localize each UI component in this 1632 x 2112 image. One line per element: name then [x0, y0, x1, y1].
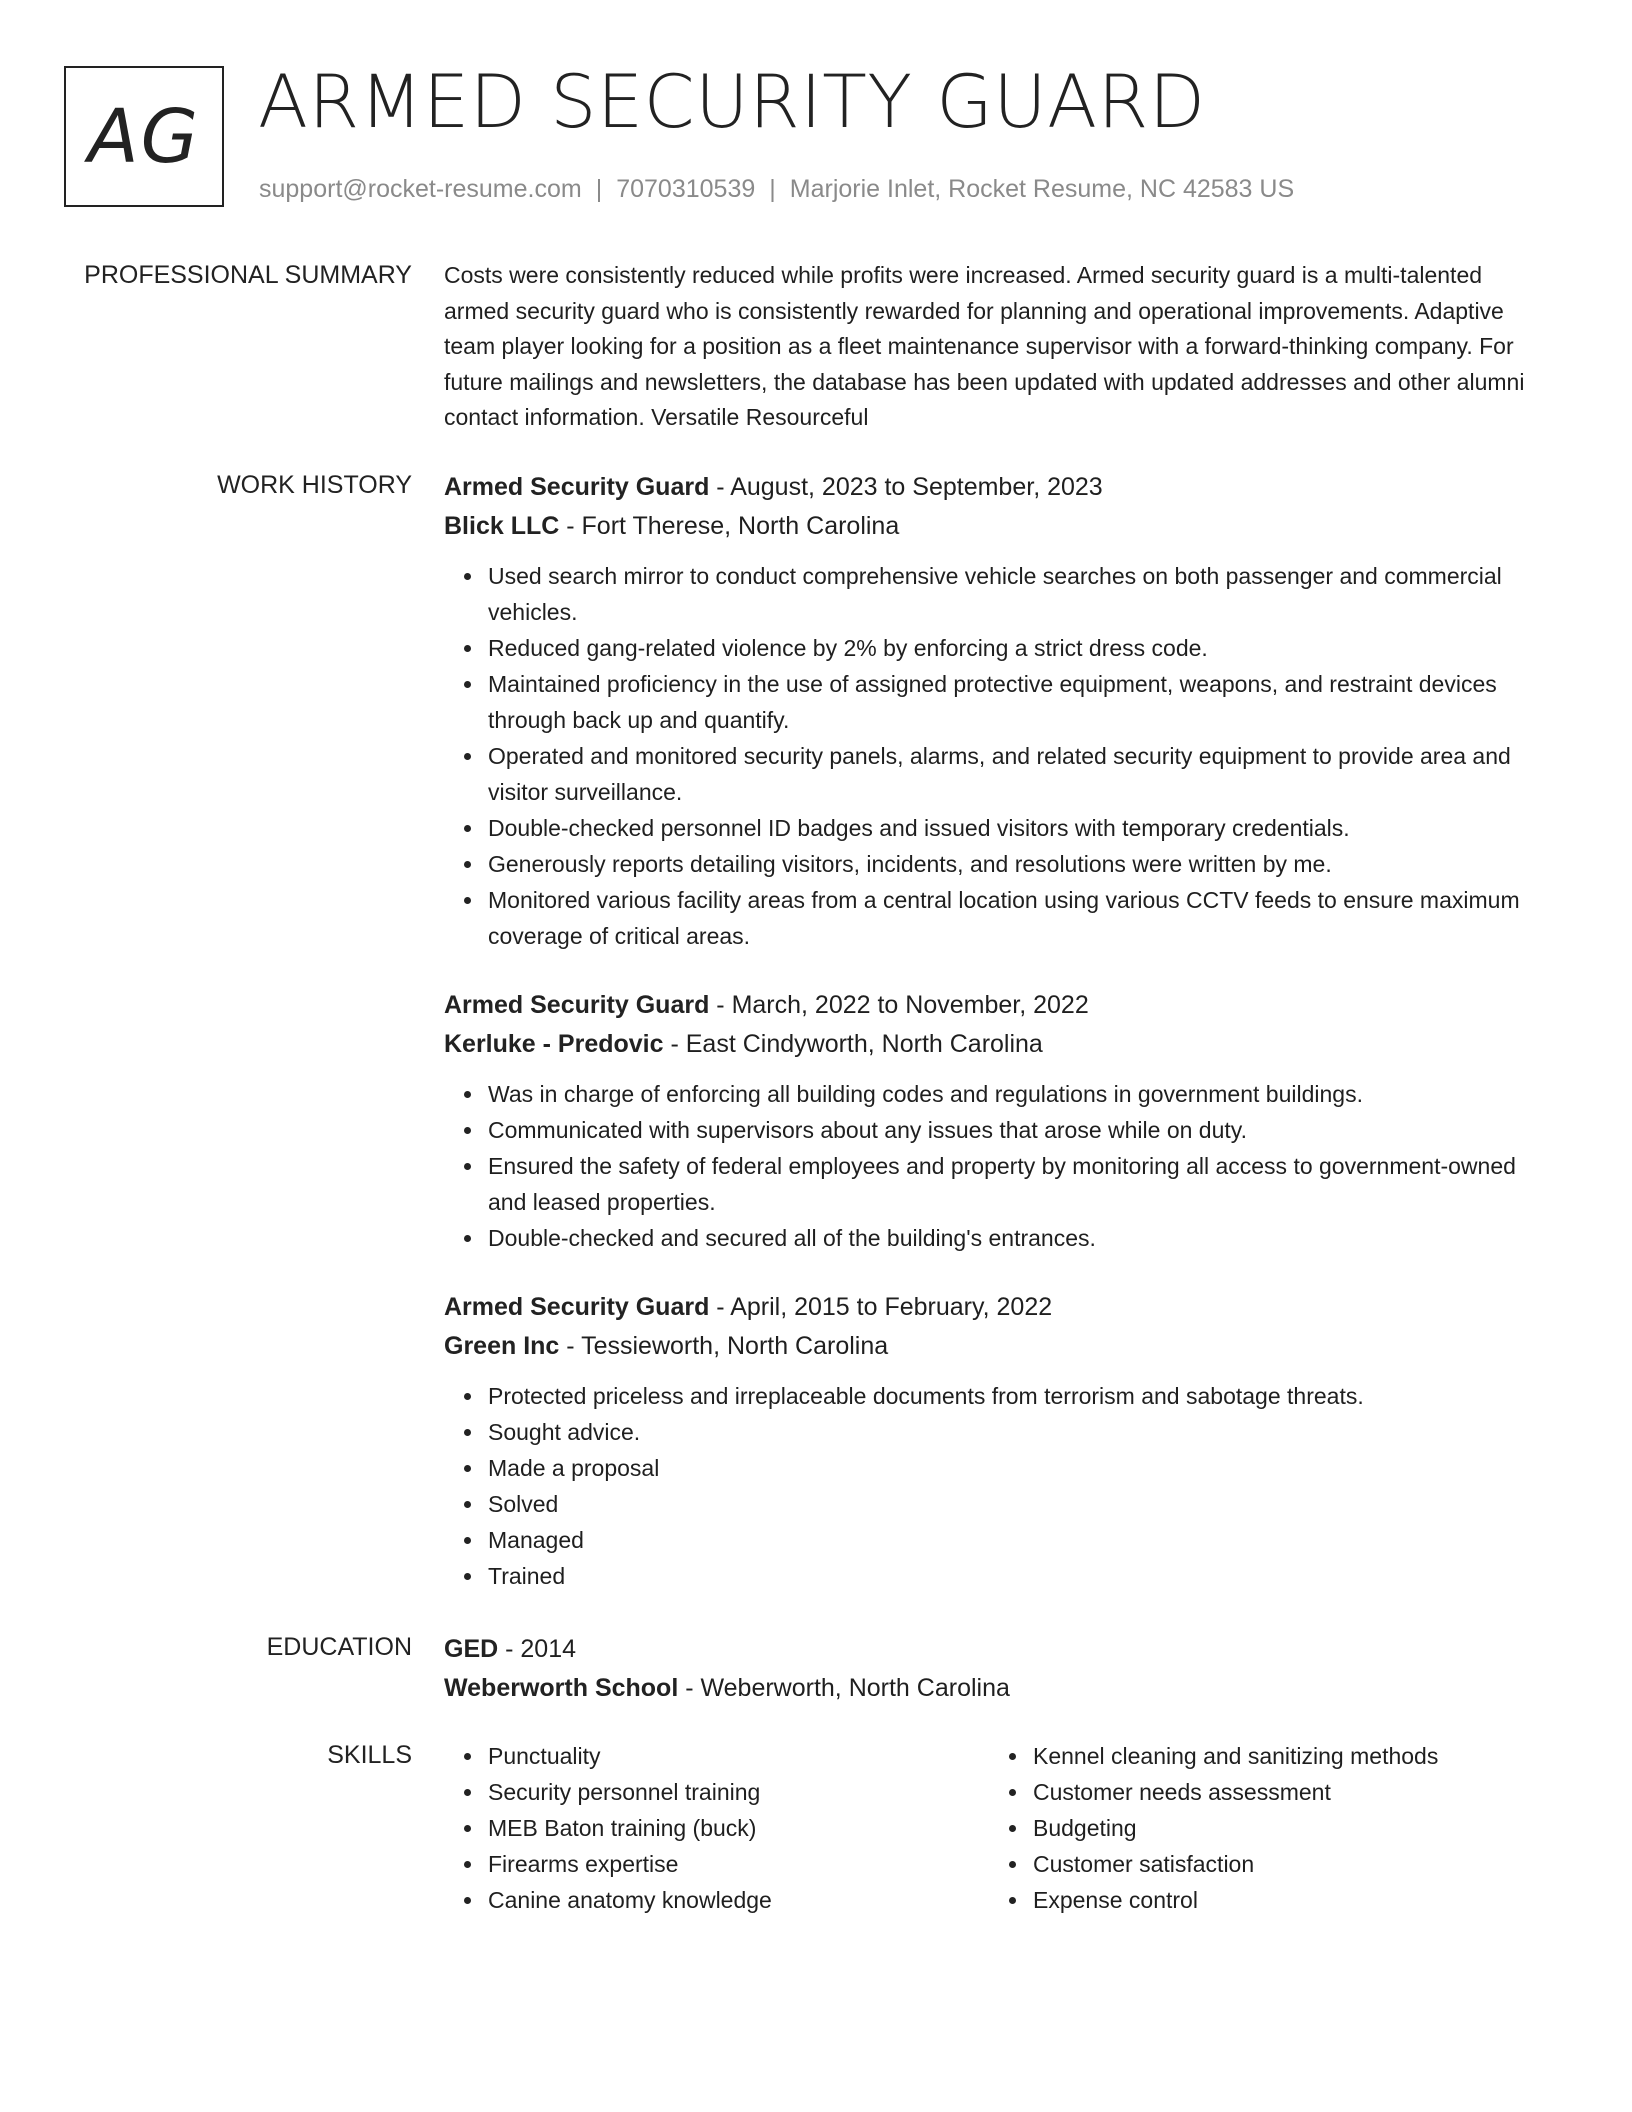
- job-company: Kerluke - Predovic: [444, 1030, 664, 1058]
- summary-label: PROFESSIONAL SUMMARY: [84, 261, 412, 289]
- skill-item: Expense control: [1033, 1882, 1438, 1918]
- job-bullets: [444, 1076, 1544, 1256]
- skill-item: Budgeting: [1033, 1810, 1438, 1846]
- education-label: EDUCATION: [266, 1633, 412, 1661]
- skill-item: Canine anatomy knowledge: [488, 1882, 772, 1918]
- job-dates: - August, 2023 to September, 2023: [709, 473, 1103, 501]
- summary-text: Costs were consistently reduced while profits were increased. Armed security guard is a multi-talented armed security guard who is consistently rewarded for planning and operational improvements. Adaptive team player looking for a position as a fleet maintenance supervisor with a forward-thinking company. For future mailings and newsletters, the database has been updated with updated addresses and other alumni contact information. Versatile Resourceful: [444, 262, 1525, 430]
- job-bullet: Communicated with supervisors about any issues that arose while on duty.: [488, 1112, 1544, 1148]
- job-title: Armed Security Guard: [444, 473, 710, 501]
- contact-separator: |: [769, 175, 776, 203]
- job-title-line: [444, 986, 1544, 1025]
- contact-email[interactable]: support@rocket-resume.com: [259, 175, 582, 203]
- job-title-line: [444, 468, 1544, 507]
- contact-line: [259, 173, 1294, 205]
- job-entry: [444, 1288, 1544, 1594]
- job-bullet: Sought advice.: [488, 1414, 1544, 1450]
- education-degree-line: [444, 1630, 1544, 1669]
- education-school: Weberworth School: [444, 1674, 679, 1702]
- skills-list-left: [444, 1738, 772, 1918]
- job-bullet: Made a proposal: [488, 1450, 1544, 1486]
- education-school-line: [444, 1669, 1544, 1708]
- job-title: Armed Security Guard: [444, 991, 710, 1019]
- job-title: Armed Security Guard: [444, 1293, 710, 1321]
- job-bullet: Ensured the safety of federal employees and property by monitoring all access to government-owned and leased properties.: [488, 1148, 1544, 1220]
- job-bullet: Reduced gang-related violence by 2% by enforcing a strict dress code.: [488, 630, 1544, 666]
- contact-phone[interactable]: 7070310539: [616, 175, 756, 203]
- monogram-logo: AG: [64, 66, 224, 207]
- job-bullet: Double-checked personnel ID badges and issued visitors with temporary credentials.: [488, 810, 1544, 846]
- summary-body: [444, 258, 1544, 436]
- job-bullet: Operated and monitored security panels, alarms, and related security equipment to provide area and visitor surveillance.: [488, 738, 1544, 810]
- skill-item: Kennel cleaning and sanitizing methods: [1033, 1738, 1438, 1774]
- job-bullet: Was in charge of enforcing all building codes and regulations in government buildings.: [488, 1076, 1544, 1112]
- job-bullet: Protected priceless and irreplaceable documents from terrorism and sabotage threats.: [488, 1378, 1544, 1414]
- job-bullet: Maintained proficiency in the use of assigned protective equipment, weapons, and restraint devices through back up and quantify.: [488, 666, 1544, 738]
- contact-address: Marjorie Inlet, Rocket Resume, NC 42583 US: [789, 175, 1295, 203]
- skills-list-right: [989, 1738, 1438, 1918]
- job-bullet: Trained: [488, 1558, 1544, 1594]
- education-degree: GED: [444, 1635, 499, 1663]
- skill-item: Punctuality: [488, 1738, 772, 1774]
- job-bullets: [444, 1378, 1544, 1594]
- job-bullets: [444, 558, 1544, 954]
- resume-name: ARMED SECURITY GUARD: [258, 60, 1206, 145]
- skill-item: MEB Baton training (buck): [488, 1810, 772, 1846]
- contact-separator: |: [595, 175, 603, 203]
- skills-label: SKILLS: [327, 1741, 412, 1769]
- job-company: Green Inc: [444, 1332, 560, 1360]
- job-entry: [444, 468, 1544, 954]
- education-location: - Weberworth, North Carolina: [678, 1674, 1010, 1702]
- job-location: - East Cindyworth, North Carolina: [663, 1030, 1043, 1058]
- skill-item: Customer satisfaction: [1033, 1846, 1438, 1882]
- job-bullet: Monitored various facility areas from a central location using various CCTV feeds to ensure maximum coverage of critical areas.: [488, 882, 1544, 954]
- job-entry: [444, 986, 1544, 1256]
- skill-item: Customer needs assessment: [1033, 1774, 1438, 1810]
- skill-item: Security personnel training: [488, 1774, 772, 1810]
- job-company-line: [444, 507, 1544, 546]
- work-history-body: [444, 468, 1544, 1594]
- job-bullet: Generously reports detailing visitors, incidents, and resolutions were written by me.: [488, 846, 1544, 882]
- job-bullet: Used search mirror to conduct comprehensive vehicle searches on both passenger and commercial vehicles.: [488, 558, 1544, 630]
- education-body: [444, 1630, 1544, 1708]
- job-title-line: [444, 1288, 1544, 1327]
- job-location: - Fort Therese, North Carolina: [559, 512, 900, 540]
- job-company-line: [444, 1025, 1544, 1064]
- job-bullet: Solved: [488, 1486, 1544, 1522]
- job-bullet: Double-checked and secured all of the building's entrances.: [488, 1220, 1544, 1256]
- work-history-label: WORK HISTORY: [217, 471, 412, 499]
- job-company: Blick LLC: [444, 512, 560, 540]
- education-year: - 2014: [498, 1635, 577, 1663]
- job-bullet: Managed: [488, 1522, 1544, 1558]
- job-company-line: [444, 1327, 1544, 1366]
- job-location: - Tessieworth, North Carolina: [559, 1332, 889, 1360]
- job-dates: - April, 2015 to February, 2022: [709, 1293, 1053, 1321]
- skill-item: Firearms expertise: [488, 1846, 772, 1882]
- job-dates: - March, 2022 to November, 2022: [709, 991, 1089, 1019]
